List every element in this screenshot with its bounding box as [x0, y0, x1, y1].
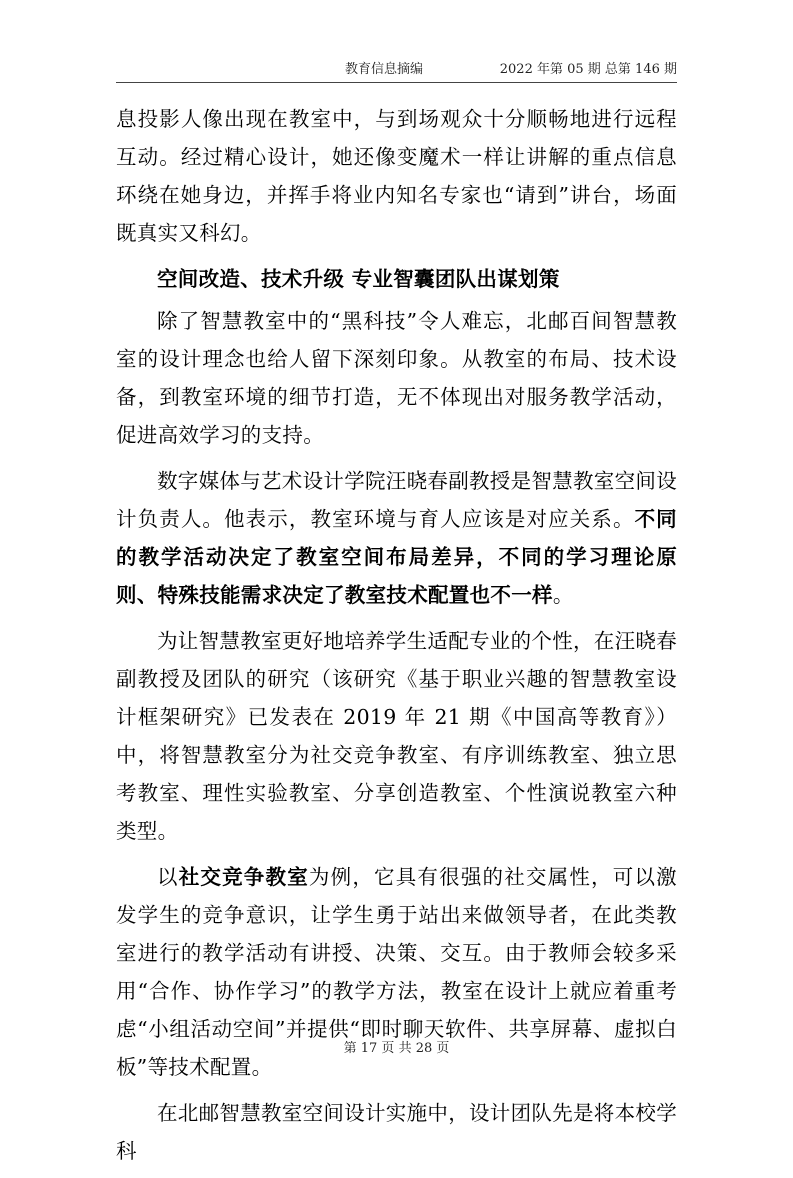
- issue-number: 2022 年第 05 期 总第 146 期: [499, 62, 677, 77]
- paragraph-3-text: 数字媒体与艺术设计学院汪晓春副教授是智慧教室空间设计负责人。他表示，教室环境与育人应该是对应关系。: [116, 469, 677, 531]
- paragraph-5-start: 以: [157, 865, 179, 889]
- page-header: [116, 56, 677, 80]
- paragraph-3: [116, 462, 677, 614]
- page-footer: 第 17 页 共 28 页: [343, 1041, 450, 1056]
- publication-name: 教育信息摘编: [345, 62, 424, 77]
- article-body: [116, 100, 677, 1178]
- paragraph-6: 在北邮智慧教室空间设计实施中，设计团队先是将本校学科: [116, 1101, 677, 1163]
- paragraph-4: 为让智慧教室更好地培养学生适配专业的个性，在汪晓春副教授及团队的研究（该研究《基于职业兴趣的智慧教室设计框架研究》已发表在 2019 年 21 期《中国高等教育》）中，将智慧教室分为社交竞争教室、有序训练教室、独立思考教室、理性实验教室、分享创造教室、个性演说教室六种类型。: [116, 629, 677, 843]
- paragraph-5-emphasis: 社交竞争教室: [178, 865, 309, 889]
- paragraph-3-emphasis: 不同的教学活动决定了教室空间布局差异，不同的学习理论原则、特殊技能需求决定了教室技术配置也不一样: [116, 507, 677, 607]
- paragraph-2: 除了智慧教室中的“黑科技”令人难忘，北邮百间智慧教室的设计理念也给人留下深刻印象。从教室的布局、技术设备，到教室环境的细节打造，无不体现出对服务教学活动，促进高效学习的支持。: [116, 309, 677, 447]
- paragraph-3-end: 。: [552, 583, 574, 607]
- section-heading: 空间改造、技术升级 专业智囊团队出谋划策: [157, 267, 560, 291]
- paragraph-1: 息投影人像出现在教室中，与到场观众十分顺畅地进行远程互动。经过精心设计，她还像变魔术一样让讲解的重点信息环绕在她身边，并挥手将业内知名专家也“请到”讲台，场面既真实又科幻。: [116, 107, 677, 245]
- header-divider: [116, 82, 677, 83]
- paragraph-5-text: 为例，它具有很强的社交属性，可以激发学生的竞争意识，让学生勇于站出来做领导者，在此类教室进行的教学活动有讲授、决策、交互。由于教师会较多采用“合作、协作学习”的教学方法，教室在设计上就应着重考虑“小组活动空间”并提供“即时聊天软件、共享屏幕、虚拟白板”等技术配置。: [116, 865, 677, 1079]
